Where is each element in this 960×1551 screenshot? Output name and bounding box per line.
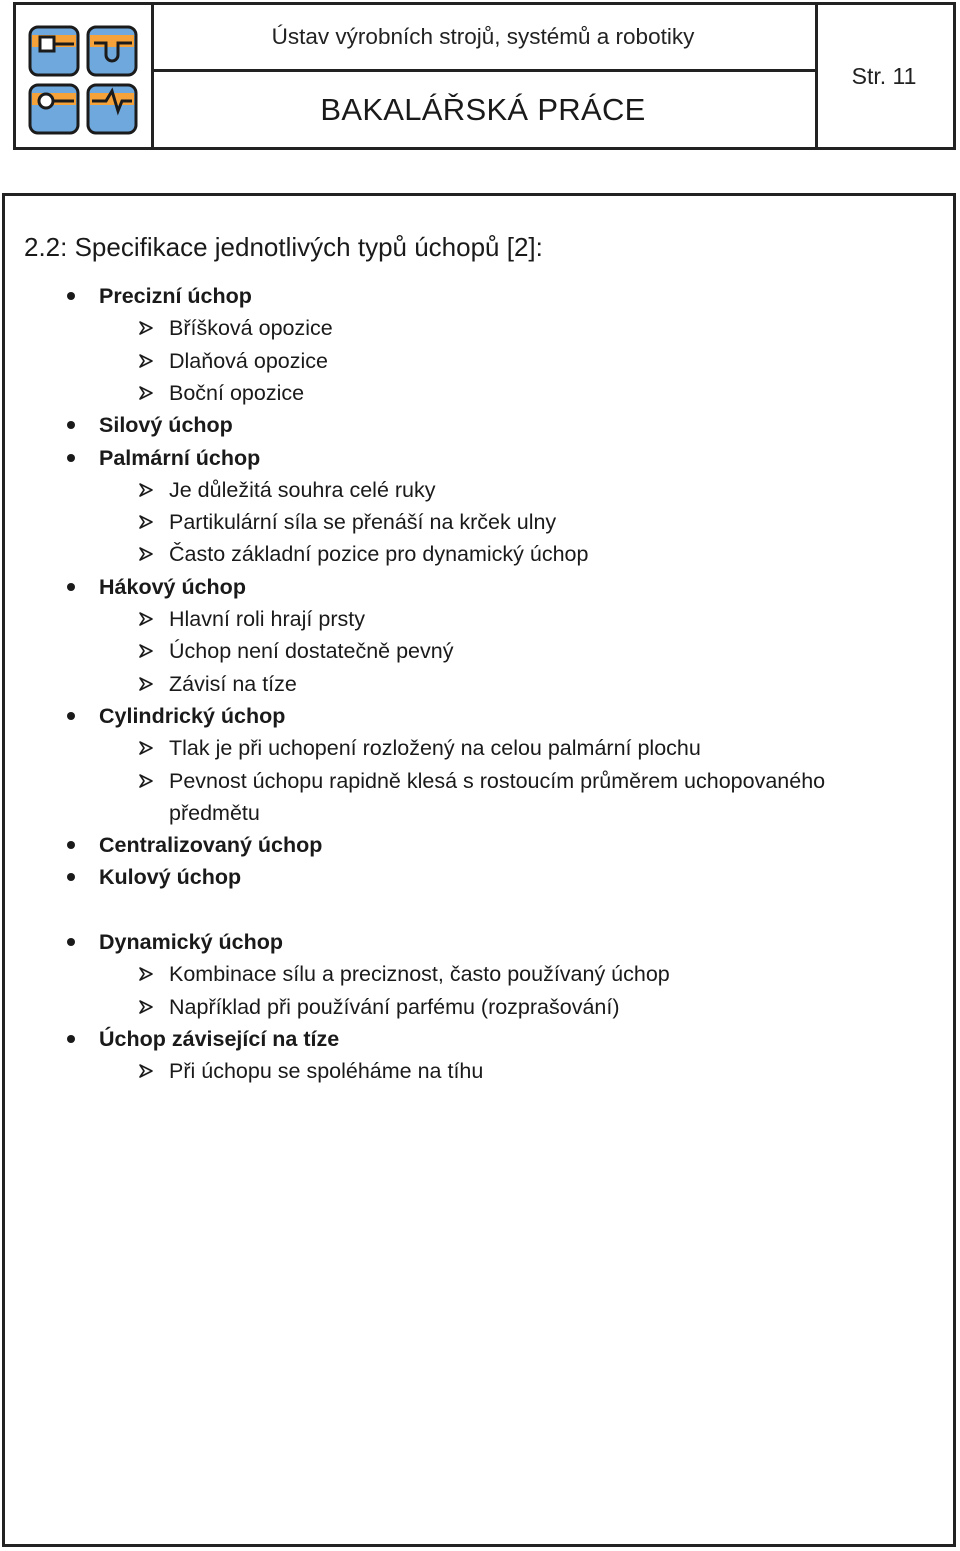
arrow-bullet-icon bbox=[138, 643, 154, 659]
bullet-icon bbox=[67, 421, 75, 429]
list-item bbox=[5, 314, 935, 342]
list-item-text: Například při používání parfému (rozprašování) bbox=[169, 994, 620, 1019]
section-title: 2.2: Specifikace jednotlivých typů úchopů [2]: bbox=[24, 232, 543, 262]
list-item bbox=[5, 637, 935, 665]
bullet-icon bbox=[67, 938, 75, 946]
list-item bbox=[5, 540, 935, 568]
list-item-text: Často základní pozice pro dynamický úchop bbox=[169, 542, 589, 567]
bullet-icon bbox=[67, 454, 75, 462]
list-item bbox=[5, 863, 935, 891]
list-item bbox=[5, 670, 935, 698]
list-item-text: Boční opozice bbox=[169, 380, 305, 405]
list-item-text: Tlak je při uchopení rozložený na celou palmární plochu bbox=[169, 736, 701, 761]
arrow-bullet-icon bbox=[138, 999, 154, 1015]
arrow-bullet-icon bbox=[138, 482, 154, 498]
list-item-text: Pevnost úchopu rapidně klesá s rostoucím průměrem uchopovaného bbox=[169, 768, 826, 793]
bullet-icon bbox=[67, 712, 75, 720]
list-item bbox=[5, 767, 935, 795]
arrow-bullet-icon bbox=[138, 385, 154, 401]
bullet-icon bbox=[67, 292, 75, 300]
list-item bbox=[5, 444, 935, 472]
list-item bbox=[5, 993, 935, 1021]
list-item bbox=[5, 347, 935, 375]
arrow-bullet-icon bbox=[138, 320, 154, 336]
arrow-bullet-icon bbox=[138, 546, 154, 562]
list-item-text: Partikulární síla se přenáší na krček ulny bbox=[169, 510, 557, 535]
list-item-text: Úchop závisející na tíze bbox=[99, 1026, 340, 1051]
institute-name: Ústav výrobních strojů, systémů a robotiky bbox=[151, 5, 815, 72]
list-item bbox=[5, 282, 935, 310]
list-item bbox=[5, 508, 935, 536]
list-item bbox=[5, 1057, 935, 1085]
institute-logo-icon bbox=[28, 25, 140, 137]
bullet-icon bbox=[67, 583, 75, 591]
list-item bbox=[5, 734, 935, 762]
list-item bbox=[5, 411, 935, 439]
bullet-icon bbox=[67, 873, 75, 881]
list-item-text: Centralizovaný úchop bbox=[99, 833, 323, 858]
list-item-text: Hlavní roli hrají prsty bbox=[169, 607, 365, 631]
list-item-text: Kulový úchop bbox=[99, 865, 242, 890]
list-item-text: Precizní úchop bbox=[99, 284, 252, 308]
list-item-text: Při úchopu se spoléháme na tíhu bbox=[169, 1059, 484, 1084]
list-item-text: Závisí na tíze bbox=[169, 671, 297, 696]
list-item bbox=[5, 1025, 935, 1053]
header-title-cell bbox=[151, 5, 818, 147]
arrow-bullet-icon bbox=[138, 353, 154, 369]
bullet-icon bbox=[67, 1035, 75, 1043]
logo-cell bbox=[16, 5, 154, 147]
list-item bbox=[5, 573, 935, 601]
list-item-text: Je důležitá souhra celé ruky bbox=[169, 477, 436, 502]
arrow-bullet-icon bbox=[138, 1063, 154, 1079]
arrow-bullet-icon bbox=[138, 676, 154, 692]
arrow-bullet-icon bbox=[138, 773, 154, 789]
list-item-text: Kombinace sílu a preciznost, často používaný úchop bbox=[169, 962, 670, 987]
arrow-bullet-icon bbox=[138, 740, 154, 756]
arrow-bullet-icon bbox=[138, 966, 154, 982]
list-item bbox=[5, 831, 935, 859]
list-item bbox=[5, 476, 935, 504]
list-item-text: Bříšková opozice bbox=[169, 316, 333, 341]
list-item bbox=[5, 605, 935, 633]
list-item bbox=[5, 799, 935, 827]
list-item bbox=[5, 702, 935, 730]
page-header bbox=[13, 2, 956, 150]
list-item bbox=[5, 379, 935, 407]
list-item-text: předmětu bbox=[169, 800, 260, 825]
thesis-type: BAKALÁŘSKÁ PRÁCE bbox=[320, 91, 646, 127]
content-frame bbox=[2, 193, 956, 1547]
list-item bbox=[5, 960, 935, 988]
page-number: Str. 11 bbox=[851, 62, 917, 89]
list-item-text: Hákový úchop bbox=[99, 574, 246, 599]
list-item-text: Cylindrický úchop bbox=[99, 703, 286, 728]
list-item-text: Dlaňová opozice bbox=[169, 348, 328, 373]
list-item-text: Úchop není dostatečně pevný bbox=[169, 639, 454, 664]
list-item-text: Dynamický úchop bbox=[99, 930, 283, 954]
bullet-icon bbox=[67, 841, 75, 849]
list-item-text: Palmární úchop bbox=[99, 445, 261, 470]
arrow-bullet-icon bbox=[138, 514, 154, 530]
list-item bbox=[5, 928, 935, 956]
arrow-bullet-icon bbox=[138, 611, 154, 627]
list-item-text: Silový úchop bbox=[99, 413, 233, 438]
